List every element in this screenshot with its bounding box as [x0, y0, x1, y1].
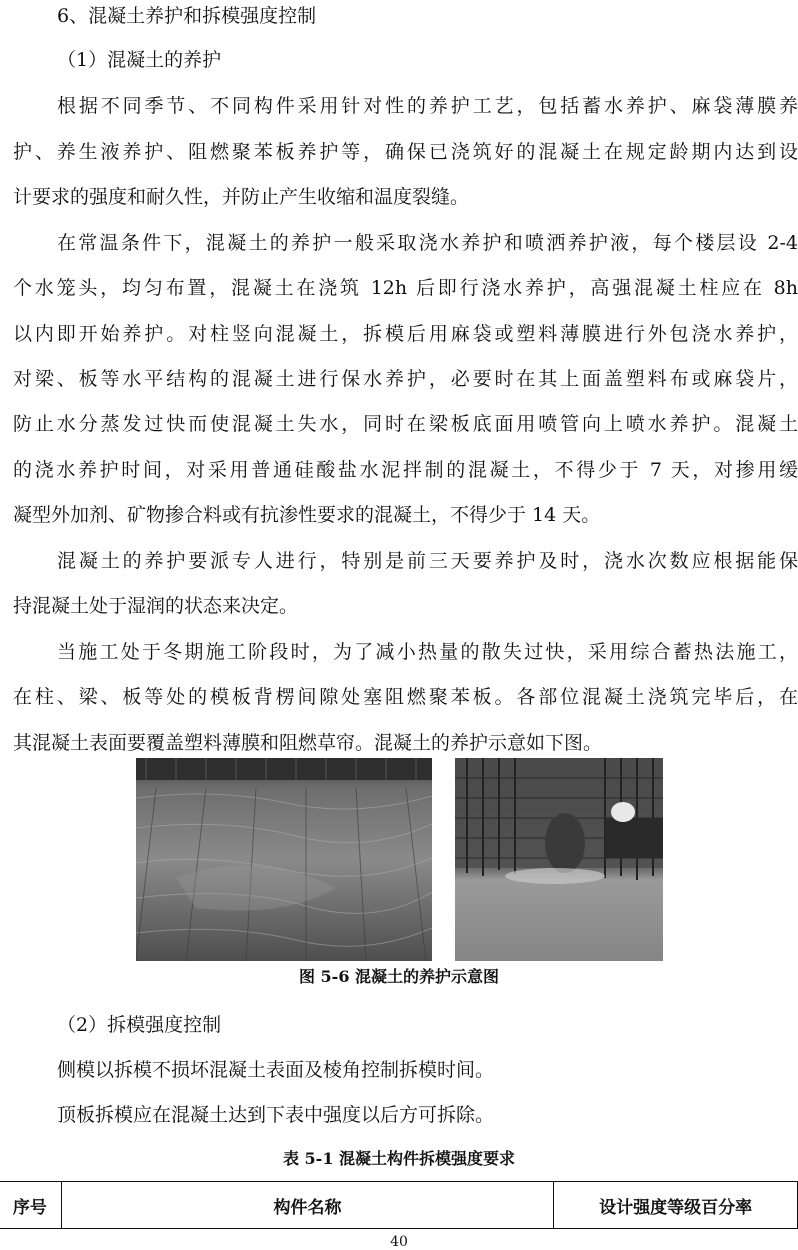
paragraph-top-slab: 顶板拆模应在混凝土达到下表中强度以后方可拆除。	[57, 1104, 495, 1126]
photo-covered-slab	[136, 758, 432, 961]
text-line: 对梁、板等水平结构的混凝土进行保水养护，必要时在其上面盖塑料布或麻袋片，	[13, 368, 798, 390]
header-cell-component-name: 构件名称	[61, 1182, 553, 1229]
subsection-heading-curing: （1）混凝土的养护	[57, 49, 222, 71]
text-line: 计要求的强度和耐久性，并防止产生收缩和温度裂缝。	[13, 186, 470, 208]
form-removal-strength-table	[0, 1181, 798, 1229]
text-line: 持混凝土处于湿润的状态来决定。	[13, 595, 299, 617]
header-cell-index: 序号	[0, 1182, 61, 1229]
section-heading: 6、混凝土养护和拆模强度控制	[57, 5, 317, 27]
subsection-heading-form-removal: （2）拆模强度控制	[57, 1014, 222, 1036]
text-line: 凝型外加剂、矿物掺合料或有抗渗性要求的混凝土，不得少于 14 天。	[13, 504, 601, 526]
table-header-row	[0, 1182, 798, 1229]
paragraph-side-forms: 侧模以拆模不损坏混凝土表面及棱角控制拆模时间。	[57, 1059, 495, 1081]
table-caption: 表 5-1 混凝土构件拆模强度要求	[282, 1149, 516, 1168]
text-line: 防止水分蒸发过快而使混凝土失水，同时在梁板底面用喷管向上喷水养护。混凝土	[13, 413, 798, 435]
text-line: 以内即开始养护。对柱竖向混凝土，拆模后用麻袋或塑料薄膜进行外包浇水养护，	[13, 323, 798, 345]
text-line: 的浇水养护时间，对采用普通硅酸盐水泥拌制的混凝土，不得少于 7 天，对掺用缓	[13, 459, 798, 481]
text-line: 根据不同季节、不同构件采用针对性的养护工艺，包括蓄水养护、麻袋薄膜养	[57, 95, 798, 117]
photo-rebar-curing	[455, 758, 663, 961]
text-line: 混凝土的养护要派专人进行，特别是前三天要养护及时，浇水次数应根据能保	[57, 550, 798, 572]
header-cell-strength-percentage: 设计强度等级百分率	[554, 1182, 798, 1229]
text-line: 护、养生液养护、阻燃聚苯板养护等，确保已浇筑好的混凝土在规定龄期内达到设	[13, 141, 798, 163]
page-number: 40	[390, 1234, 408, 1250]
text-line: 在常温条件下，混凝土的养护一般采取浇水养护和喷洒养护液，每个楼层设 2-4	[57, 232, 798, 254]
photo-rebar-curing-graphic	[455, 758, 663, 961]
photo-covered-slab-graphic	[136, 758, 432, 961]
text-line: 个水笼头，均匀布置，混凝土在浇筑 12h 后即行浇水养护，高强混凝土柱应在 8h	[13, 277, 798, 299]
figure-caption: 图 5-6 混凝土的养护示意图	[298, 967, 500, 986]
text-line: 其混凝土表面要覆盖塑料薄膜和阻燃草帘。混凝土的养护示意如下图。	[13, 732, 603, 754]
text-line: 在柱、梁、板等处的模板背楞间隙处塞阻燃聚苯板。各部位混凝土浇筑完毕后，在	[13, 686, 798, 708]
text-line: 当施工处于冬期施工阶段时，为了减小热量的散失过快，采用综合蓄热法施工，	[57, 641, 798, 663]
